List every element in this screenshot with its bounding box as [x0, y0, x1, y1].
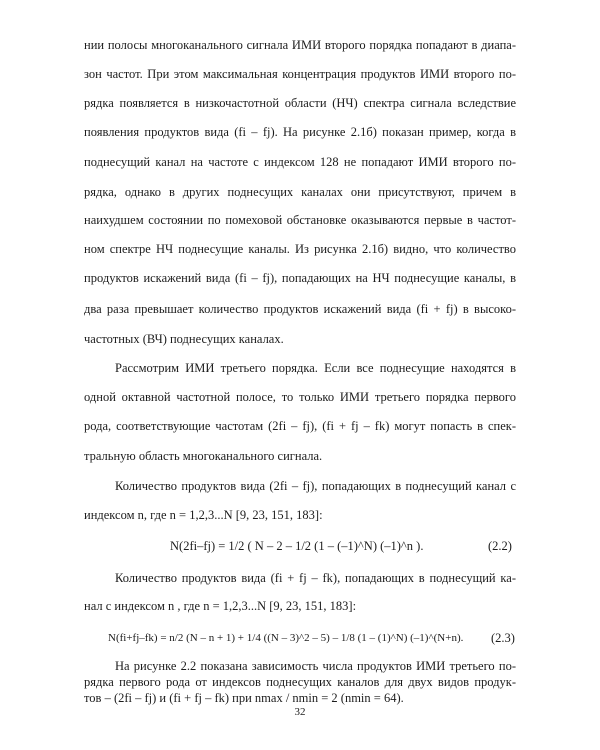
text-line: наихудшем состоянии по помеховой обстановке оказываются первые в частот-	[84, 213, 516, 227]
formula-2-2: N(2fi–fj) = 1/2 ( N – 2 – 1/2 (1 – (–1)^N) (–1)^n ).	[170, 539, 424, 553]
text-line: ном спектре НЧ поднесущие каналы. Из рисунка 2.1б) видно, что количество	[84, 242, 516, 256]
text-line: Количество продуктов вида (fi + fj – fk), попадающих в поднесущий ка-	[115, 571, 516, 585]
equation-number: (2.2)	[488, 539, 512, 553]
text-line: рядка первого рода от индексов поднесущих каналов для двух видов продук-	[84, 675, 516, 689]
text-line: тов – (2fi – fj) и (fi + fj – fk) при nmax / nmin = 2 (nmin = 64).	[84, 691, 404, 705]
text-line: Количество продуктов вида (2fi – fj), попадающих в поднесущий канал с	[115, 479, 516, 493]
text-line: Рассмотрим ИМИ третьего порядка. Если все поднесущие находятся в	[115, 361, 516, 375]
text-line: нии полосы многоканального сигнала ИМИ второго порядка попадают в диапа-	[84, 38, 516, 52]
text-line: одной октавной частотной полосе, то только ИМИ третьего порядка первого	[84, 390, 516, 404]
text-line: зон частот. При этом максимальная концентрация продуктов ИМИ второго по-	[84, 67, 516, 81]
text-line: рядка, однако в других поднесущих каналах они присутствуют, причем в	[84, 185, 516, 199]
text-line: нал с индексом n , где n = 1,2,3...N [9, 23, 151, 183]:	[84, 599, 357, 613]
equation-number: (2.3)	[491, 631, 515, 645]
text-line: появления продуктов вида (fi – fj). На рисунке 2.1б) показан пример, когда в	[84, 125, 516, 139]
text-line: рядка появляется в низкочастотной области (НЧ) спектра сигнала вследствие	[84, 96, 516, 110]
text-line: два раза превышает количество продуктов искажений вида (fi + fj) в высоко-	[84, 302, 516, 316]
text-line: продуктов искажений вида (fi – fj), попадающих на НЧ поднесущие каналы, в	[84, 271, 516, 285]
page-number: 32	[294, 706, 306, 718]
text-line: На рисунке 2.2 показана зависимость числа продуктов ИМИ третьего по-	[115, 659, 516, 673]
text-line: тральную область многоканального сигнала.	[84, 449, 323, 463]
text-line: индексом n, где n = 1,2,3...N [9, 23, 151, 183]:	[84, 508, 323, 522]
formula-2-3: N(fi+fj–fk) = n/2 (N – n + 1) + 1/4 ((N – 3)^2 – 5) – 1/8 (1 – (1)^N) (–1)^(N+n).	[108, 632, 464, 644]
text-line: рода, соответствующие частотам (2fi – fj), (fi + fj – fk) могут попасть в спек-	[84, 419, 516, 433]
text-line: поднесущий канал на частоте с индексом 128 не попадают ИМИ второго по-	[84, 155, 516, 169]
text-line: частотных (ВЧ) поднесущих каналах.	[84, 332, 284, 346]
